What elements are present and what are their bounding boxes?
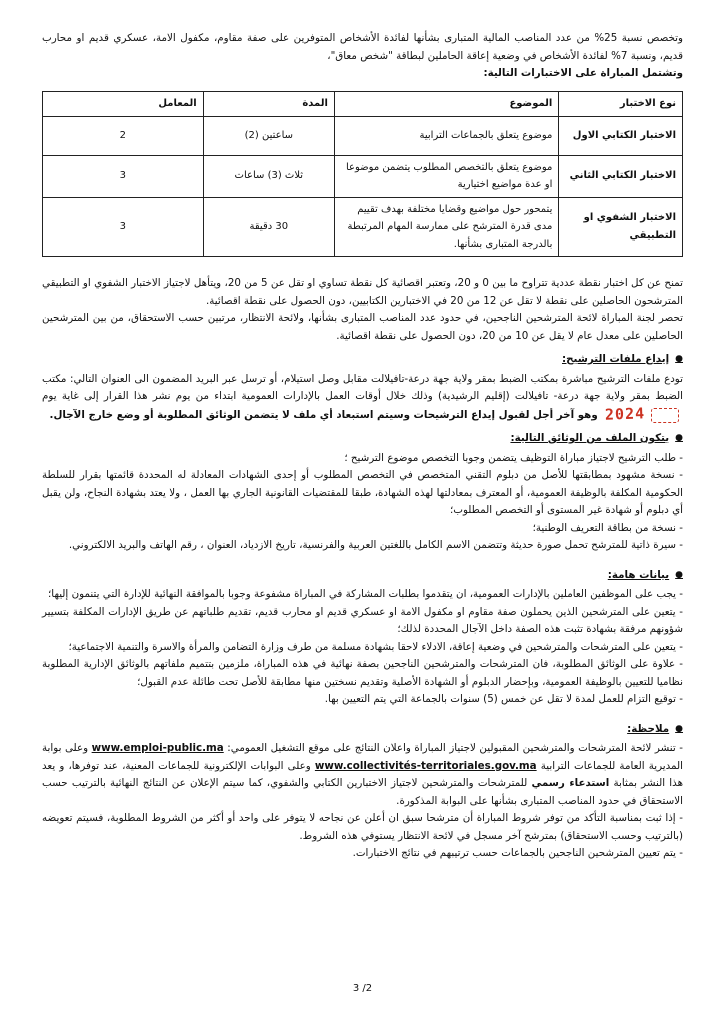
dossier-section-title (42, 430, 683, 448)
list-item: - نسخة من بطاقة التعريف الوطنية؛ (532, 521, 683, 534)
note-text: - تنشر لائحة المترشحات والمترشحين المقبولين لاجتياز المباراة واعلان النتائج على موقع التشغيل العمومي: (227, 742, 683, 754)
dossier-title-text: يتكون الملف من الوثائق التالية: (510, 432, 670, 444)
header-duration: المدة (203, 91, 334, 116)
date-stamp (603, 403, 681, 424)
grading-paragraph: تمنح عن كل اختبار نقطة عددية تتراوح ما بين 0 و 20، وتعتبر اقصائية كل نقطة تساوي او تقل عن 5 من 20، ويتأهل لاجتياز الاختبار الشفوي او التطبيقي المترشحون الحاصلين على نقطة لا تقل عن 12 من 20 في الاختبارين الكتابيين، دون الحصول على نقطة اقصائية. (42, 277, 683, 307)
list-item: - نسخة مشهود بمطابقتها للأصل من دبلوم التقني المتخصص في التخصص المطلوب أو إحدى الشهادات المعادلة له المحددة قائمتها بقرار للسلطة الحكومية المكلفة بالوظيفة العمومية، أو المعترف بمعادلتها لهذه الشهادة، طبقا للمقتضيات القانونية الجاري بها العمل ، ولا يعتد بشهادة النجاح، ولن يقبل أي دبلوم أو شهادة غير المستوى أو التخصص المطلوب؛ (42, 469, 683, 516)
exam-duration-cell: 30 دقيقة (203, 197, 334, 257)
exams-table-header-row (43, 91, 683, 116)
exam-duration-cell: ساعتين (2) (203, 116, 334, 155)
bullet-icon: ● (675, 354, 683, 364)
header-topic: الموضوع (334, 91, 558, 116)
exams-table (42, 91, 683, 258)
exams-intro-heading: وتشتمل المباراة على الاختبارات التالية: (483, 67, 683, 79)
exam-type-cell: الاختبار الشفوي او التطبيقي (559, 197, 683, 257)
bullet-icon: ● (675, 433, 683, 443)
important-title-text: بيانات هامة: (607, 568, 670, 581)
exam-duration-cell: ثلاث (3) ساعات (203, 155, 334, 197)
list-item: - توقيع التزام للعمل لمدة لا تقل عن خمس (5) سنوات بالجماعة التي يتم التعيين بها. (324, 693, 683, 705)
note-assignment-paragraph: - يتم تعيين المترشحين الناجحين بالجماعات حسب ترتيبهم في نتائج الاختبارات. (352, 847, 683, 859)
bullet-icon: ● (675, 723, 683, 734)
list-item: - طلب الترشيح لاجتياز مباراة التوظيف يتضمن وجوبا التخصص موضوع الترشيح ؛ (344, 451, 683, 464)
list-item: - يتعين على المترشحات والمترشحين في وضعية إعاقة، الادلاء لاحقا بشهادة مسلمة من طرف وزارة التضامن والمرأة والاسرة والتنمية الاجتماعية؛ (68, 640, 683, 653)
exam-coefficient-cell: 3 (43, 155, 204, 197)
header-coefficient: المعامل (43, 91, 204, 116)
exam-coefficient-cell: 3 (43, 197, 204, 257)
deposit-text: تودع ملفات الترشيح مباشرة بمكتب الضبط بمقر ولاية جهة درعة-تافيلالت مقابل وصل استيلام، أو ترسل عبر البريد المضمون الى العنوان التالي: مكتب الضبط بمقر ولاية جهة درعة- تافيلالت (إقليم الرشيدية) وذلك خلال أوقات العمل بالإدارات العمومية ابتداء من يوم نشر هذا القرار إلى غاية يوم (42, 372, 683, 402)
list-item: - يتعين على المترشحين الذين يحملون صفة مقاوم او مكفول الامة او عسكري قديم او محارب قديم، تقديم طلباتهم عن طريق الإدارات المكلفة بتسيير شؤونهم مرفقة بشهادة تثبت هذه الصفة داخل الآجال المحددة لذلك؛ (42, 605, 683, 635)
header-exam-type: نوع الاختبار (559, 91, 683, 116)
deposit-title-text: إيداع ملفات الترشيح: (561, 353, 670, 365)
ranking-paragraph: تحصر لجنة المباراة لائحة المترشحين الناجحين، في حدود عدد المناصب المتبارى بشأنها، ولائحة الانتظار، مرتبين حسب الاستحقاق، من بين المترشحين الحاصلين على معدل عام لا يقل عن 10 من 20، دون الحصول على نقطة اقصائية. (42, 312, 683, 342)
bullet-icon: ● (675, 569, 683, 580)
list-item: - يجب على الموظفين العاملين بالإدارات العمومية، ان يتقدموا بطلبات المشاركة في المباراة مشفوعة وجوبا بالموافقة النهائية للإدارة التي يتنمون إليها؛ (48, 588, 683, 600)
note-title-text: ملاحظة: (627, 722, 670, 735)
exam-type-cell: الاختبار الكتابي الاول (559, 116, 683, 155)
table-row (43, 155, 683, 197)
table-row (43, 197, 683, 257)
collectivites-link[interactable]: www.collectivités-territoriales.gov.ma (314, 759, 537, 772)
important-section-title (42, 567, 683, 585)
deposit-section-title (42, 351, 683, 369)
note-section-title (42, 721, 683, 739)
stamp-date-text: 2024 (604, 403, 646, 424)
note-replacement-paragraph: - إذا ثبت بمناسبة التأكد من توفر شروط المباراة أن مترشحا سبق ان أعلن عن نجاحه لا يتوفر على واحد أو أكثر من الشروط المطلوبة، فسيتم تعويضه (بالترتيب وحسب الاستحقاق) بمترشح آخر مسجل في لائحة الانتظار يستوفي هذه الشروط. (42, 812, 683, 842)
exam-topic-cell: يتمحور حول مواضيع وقضايا مختلفة بهدف تقييم مدى قدرة المترشح على ممارسة المهام المرتبطة بالدرجة المتبارى بشأنها. (334, 197, 558, 257)
intro-quota-paragraph: وتخصص نسبة 25% من عدد المناصب المالية المتبارى بشأنها لفائدة الأشخاص المتوفرين على صفة مقاوم، مكفول الامة، عسكري قديم او محارب قديم، ونسبة 7% لفائدة الأشخاص في وضعية إعاقة الحاملين لبطاقة "شخص معاق"، (42, 32, 683, 62)
stamp-mark-icon (651, 408, 679, 423)
table-row (43, 116, 683, 155)
list-item: - سيرة ذاتية للمترشح تحمل صورة حديثة وتتضمن الاسم الكامل باللغتين العربية والفرنسية، تاريخ الازدياد، العنوان ، رقم الهاتف والبريد الالكتروني. (68, 539, 683, 551)
note-text: وعلى البوابات الإلكترونية للجماعات المعنية، عند توفرها، و يعد هذا النشر بمثابة (42, 759, 684, 789)
note-bold-text: استدعاء رسمي (531, 777, 610, 789)
emploi-public-link[interactable]: www.emploi-public.ma (91, 742, 224, 754)
deposit-paragraph (42, 371, 683, 425)
list-item: - علاوة على الوثائق المطلوبة، فان المترشحات والمترشحين الناجحين بصفة نهائية في هذه المباراة، ملزمين بتتميم ملفاتهم بالوثائق الإدارية المطلوبة نظاميا للتعيين بالوظيفة العمومية، وبإحضار الدبلوم أو الشهادة الأصلية وتقديم نسختين منها مطابقة للأصل تحت طائلة عدم القبول؛ (42, 658, 683, 688)
note-text: وعلى بوابة المديرية العامة للجماعات الترابية (42, 742, 683, 772)
deposit-deadline-text: وهو آخر أجل لقبول إيداع الترشيحات وسيتم استبعاد أي ملف لا يتضمن الوثائق المطلوبة أو وضع خارج الآجال. (49, 408, 598, 421)
page-number: 3 /2 (352, 983, 373, 994)
note-text: للمترشحات والمترشحين لاجتياز الاختبارين الكتابي والشفوي، كما سيتم الإعلان عن النتائج النهائية بالترتيب حسب الاستحقاق في حدود المناصب المتبارى بشأنها على البوابة المذكورة. (42, 777, 683, 807)
exam-topic-cell: موضوع يتعلق بالجماعات الترابية (334, 116, 558, 155)
exam-type-cell: الاختبار الكتابي الثاني (559, 155, 683, 197)
exam-coefficient-cell: 2 (43, 116, 204, 155)
exam-topic-cell: موضوع يتعلق بالتخصص المطلوب يتضمن موضوعا او عدة مواضيع اختيارية (334, 155, 558, 197)
note-publication-paragraph (42, 740, 683, 810)
